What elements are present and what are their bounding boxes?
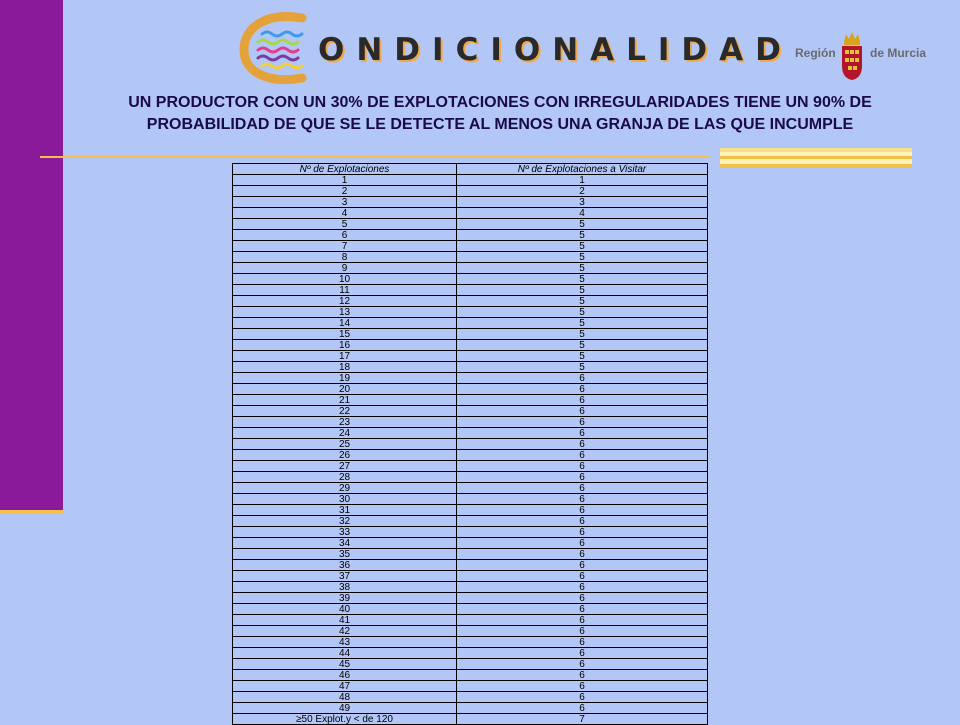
table-row [233, 296, 708, 307]
cell-a-visitar: 5 [457, 296, 708, 307]
cell-explotaciones: 4 [233, 208, 457, 219]
table-row [233, 648, 708, 659]
cell-explotaciones: 30 [233, 494, 457, 505]
cell-a-visitar: 5 [457, 362, 708, 373]
table-row [233, 692, 708, 703]
cell-a-visitar: 6 [457, 637, 708, 648]
table-row [233, 659, 708, 670]
cell-a-visitar: 6 [457, 373, 708, 384]
cell-explotaciones: 6 [233, 230, 457, 241]
cell-explotaciones: 46 [233, 670, 457, 681]
cell-a-visitar: 6 [457, 406, 708, 417]
cell-a-visitar: 4 [457, 208, 708, 219]
cell-explotaciones: 19 [233, 373, 457, 384]
cell-a-visitar: 6 [457, 692, 708, 703]
cell-explotaciones: 42 [233, 626, 457, 637]
table-row [233, 439, 708, 450]
cell-explotaciones: 1 [233, 175, 457, 186]
table-row [233, 241, 708, 252]
cell-explotaciones: 14 [233, 318, 457, 329]
region-logo-text-left: Región [795, 46, 836, 60]
cell-explotaciones: 29 [233, 483, 457, 494]
table-row [233, 230, 708, 241]
headline [40, 92, 960, 136]
table-row [233, 571, 708, 582]
cell-a-visitar: 6 [457, 494, 708, 505]
cell-explotaciones: 45 [233, 659, 457, 670]
cell-a-visitar: 6 [457, 472, 708, 483]
cell-a-visitar: 5 [457, 340, 708, 351]
cell-a-visitar: 6 [457, 626, 708, 637]
cell-a-visitar: 6 [457, 395, 708, 406]
table-row [233, 417, 708, 428]
cell-a-visitar: 6 [457, 703, 708, 714]
cell-a-visitar: 6 [457, 549, 708, 560]
cell-a-visitar: 5 [457, 274, 708, 285]
cell-a-visitar: 3 [457, 197, 708, 208]
table-row [233, 615, 708, 626]
cell-a-visitar: 5 [457, 263, 708, 274]
table-row [233, 186, 708, 197]
cell-a-visitar: 6 [457, 604, 708, 615]
cell-a-visitar: 7 [457, 714, 708, 725]
headline-line-2: PROBABILIDAD DE QUE SE LE DETECTE AL MENOS UNA GRANJA DE LAS QUE INCUMPLE [146, 116, 854, 133]
cell-explotaciones: 26 [233, 450, 457, 461]
cell-a-visitar: 6 [457, 615, 708, 626]
table-row [233, 373, 708, 384]
cell-a-visitar: 2 [457, 186, 708, 197]
cell-explotaciones: 49 [233, 703, 457, 714]
table-row [233, 175, 708, 186]
cell-a-visitar: 5 [457, 318, 708, 329]
table-row [233, 516, 708, 527]
table-row [233, 670, 708, 681]
cell-explotaciones: 31 [233, 505, 457, 516]
table-row [233, 505, 708, 516]
divider-line [40, 156, 710, 158]
table-row [233, 197, 708, 208]
table-row [233, 593, 708, 604]
cell-a-visitar: 6 [457, 527, 708, 538]
cell-explotaciones: 18 [233, 362, 457, 373]
cell-explotaciones: ≥50 Explot.y < de 120 [233, 714, 457, 725]
cell-explotaciones: 16 [233, 340, 457, 351]
table-row [233, 318, 708, 329]
cell-a-visitar: 6 [457, 681, 708, 692]
cell-explotaciones: 8 [233, 252, 457, 263]
cell-a-visitar: 6 [457, 670, 708, 681]
cell-explotaciones: 7 [233, 241, 457, 252]
cell-explotaciones: 15 [233, 329, 457, 340]
cell-explotaciones: 44 [233, 648, 457, 659]
cell-explotaciones: 37 [233, 571, 457, 582]
cell-a-visitar: 5 [457, 285, 708, 296]
table-row [233, 307, 708, 318]
cell-explotaciones: 32 [233, 516, 457, 527]
cell-a-visitar: 6 [457, 516, 708, 527]
table-row [233, 450, 708, 461]
cell-explotaciones: 24 [233, 428, 457, 439]
cell-explotaciones: 10 [233, 274, 457, 285]
cell-explotaciones: 35 [233, 549, 457, 560]
cell-a-visitar: 5 [457, 307, 708, 318]
cell-explotaciones: 41 [233, 615, 457, 626]
table-row [233, 428, 708, 439]
crest-icon [838, 30, 866, 82]
cell-explotaciones: 22 [233, 406, 457, 417]
cell-explotaciones: 12 [233, 296, 457, 307]
cell-explotaciones: 5 [233, 219, 457, 230]
table-row [233, 219, 708, 230]
cell-a-visitar: 6 [457, 483, 708, 494]
cell-explotaciones: 13 [233, 307, 457, 318]
cell-explotaciones: 11 [233, 285, 457, 296]
table-row [233, 681, 708, 692]
cell-a-visitar: 5 [457, 241, 708, 252]
table-row [233, 208, 708, 219]
table-row [233, 549, 708, 560]
table-row [233, 582, 708, 593]
cell-a-visitar: 6 [457, 560, 708, 571]
cell-a-visitar: 5 [457, 329, 708, 340]
table-row [233, 538, 708, 549]
condicionalidad-wordmark: ONDICIONALIDAD [318, 32, 793, 68]
cell-a-visitar: 5 [457, 230, 708, 241]
cell-explotaciones: 39 [233, 593, 457, 604]
table-row [233, 263, 708, 274]
cell-explotaciones: 34 [233, 538, 457, 549]
cell-explotaciones: 48 [233, 692, 457, 703]
cell-a-visitar: 6 [457, 461, 708, 472]
table-row [233, 494, 708, 505]
table-row [233, 252, 708, 263]
cell-a-visitar: 6 [457, 417, 708, 428]
cell-a-visitar: 6 [457, 648, 708, 659]
cell-explotaciones: 2 [233, 186, 457, 197]
cell-explotaciones: 40 [233, 604, 457, 615]
cell-a-visitar: 6 [457, 428, 708, 439]
table-row [233, 395, 708, 406]
cell-explotaciones: 43 [233, 637, 457, 648]
decorative-gold-bars [720, 148, 912, 168]
table-row [233, 461, 708, 472]
cell-a-visitar: 6 [457, 439, 708, 450]
table-row [233, 285, 708, 296]
table-row [233, 483, 708, 494]
table-header-row [233, 164, 708, 175]
cell-a-visitar: 5 [457, 219, 708, 230]
cell-explotaciones: 21 [233, 395, 457, 406]
cell-explotaciones: 20 [233, 384, 457, 395]
table-row [233, 351, 708, 362]
cell-a-visitar: 6 [457, 593, 708, 604]
table-row [233, 329, 708, 340]
cell-explotaciones: 28 [233, 472, 457, 483]
cell-a-visitar: 5 [457, 351, 708, 362]
cell-explotaciones: 9 [233, 263, 457, 274]
table-row [233, 340, 708, 351]
table-row [233, 274, 708, 285]
col-header-explotaciones: Nº de Explotaciones [233, 164, 457, 175]
table-row [233, 703, 708, 714]
cell-explotaciones: 33 [233, 527, 457, 538]
cell-a-visitar: 6 [457, 450, 708, 461]
table-row [233, 637, 708, 648]
cell-explotaciones: 23 [233, 417, 457, 428]
cell-explotaciones: 25 [233, 439, 457, 450]
cell-a-visitar: 6 [457, 384, 708, 395]
col-header-a-visitar: Nº de Explotaciones a Visitar [457, 164, 708, 175]
headline-line-1: UN PRODUCTOR CON UN 30% DE EXPLOTACIONES CON IRREGULARIDADES TIENE UN 90% DE [128, 94, 872, 111]
cell-a-visitar: 6 [457, 538, 708, 549]
cell-explotaciones: 3 [233, 197, 457, 208]
table-row [233, 714, 708, 725]
cell-a-visitar: 6 [457, 582, 708, 593]
cell-a-visitar: 6 [457, 505, 708, 516]
cell-a-visitar: 1 [457, 175, 708, 186]
cell-explotaciones: 17 [233, 351, 457, 362]
visits-table [232, 163, 708, 725]
table-row [233, 384, 708, 395]
cell-explotaciones: 36 [233, 560, 457, 571]
region-logo-text-right: de Murcia [870, 46, 927, 60]
table-row [233, 406, 708, 417]
table-row [233, 560, 708, 571]
region-de-murcia-logo [793, 28, 933, 84]
cell-a-visitar: 6 [457, 659, 708, 670]
side-accent-bar [0, 0, 63, 512]
table-row [233, 472, 708, 483]
cell-explotaciones: 38 [233, 582, 457, 593]
side-accent-underline [0, 510, 63, 514]
cell-explotaciones: 47 [233, 681, 457, 692]
table-row [233, 362, 708, 373]
table-row [233, 626, 708, 637]
cell-a-visitar: 6 [457, 571, 708, 582]
table-row [233, 604, 708, 615]
condicionalidad-c-logo [238, 12, 318, 84]
table-row [233, 527, 708, 538]
cell-a-visitar: 5 [457, 252, 708, 263]
cell-explotaciones: 27 [233, 461, 457, 472]
